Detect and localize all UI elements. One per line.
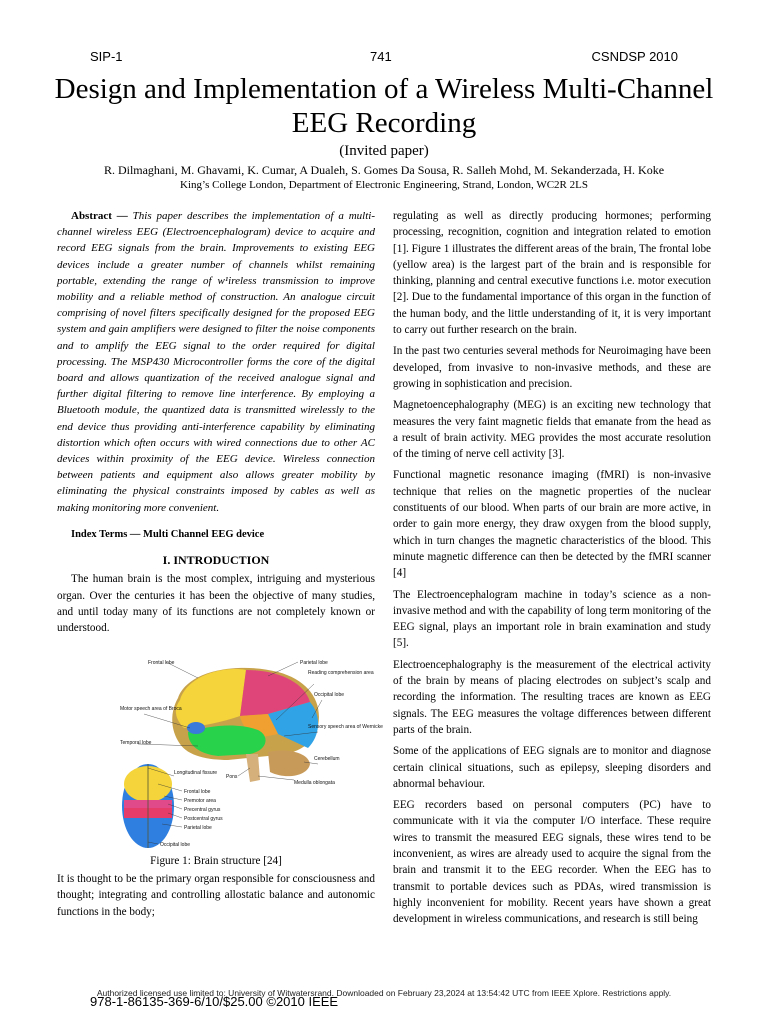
index-terms: Index Terms — Multi Channel EEG device: [71, 528, 265, 540]
license-notice: Authorized licensed use limited to: University of Witwatersrand. Downloaded on February 23,2024 at 13:54:42 UTC from IEEE Xplore. Restrictions apply.: [96, 988, 672, 998]
running-header-right: CSNDSP 2010: [591, 49, 678, 64]
right-paragraph-3: Magnetoencephalography (MEG) is an exciting new technology that measures the very faint magnetic fields that emanate from the head as a result of brain activity. MEG provides the most accurate resolution of the timing of nerve cell activity [3].: [393, 399, 711, 461]
label-occipital-lobe-top: Occipital lobe: [160, 842, 191, 848]
left-column: [57, 208, 375, 637]
abstract-label: Abstract —: [71, 210, 128, 222]
label-temporal-lobe: Temporal lobe: [120, 740, 152, 746]
label-precentral: Precentral gyrus: [184, 807, 221, 813]
affiliation: King’s College London, Department of Electronic Engineering, Strand, London, WC2R 2LS: [180, 179, 588, 191]
section-heading-introduction: I. INTRODUCTION: [162, 553, 270, 568]
label-parietal-lobe: Parietal lobe: [300, 660, 328, 666]
brain-structure-figure: [118, 656, 383, 853]
right-paragraph-8: EEG recorders based on personal computers (PC) have to communicate with it via the computer I/O interface. These require wires to transmit the measured EEG signals, these wires tend to be inconvenient, as wires are already used to acquire the signal from the brain and transmit it to the EEG recorder. When the EEG has to transmit to portable devices such as PDAs, wired transmission is highly inconvenient for mobility. Recent years have shown a great development in wireless communications, and research is still being: [393, 799, 711, 926]
label-sensory-speech: Sensory speech area of Wernicke: [308, 724, 383, 730]
label-premotor: Premotor area: [184, 798, 216, 804]
label-reading-area: Reading comprehension area: [308, 670, 374, 676]
page-number: 741: [370, 49, 392, 64]
right-paragraph-7: Some of the applications of EEG signals are to monitor and diagnose certain clinical situations, such as epilepsy, sleeping disorders and abnormal behaviour.: [393, 745, 711, 790]
right-paragraph-1: regulating as well as directly producing hormones; performing processing, recognition, cognition and integration related to emotion [1]. Figure 1 illustrates the different areas of the brain, The frontal lobe (yellow area) is the largest part of the brain and is responsible for thinking, planning and central executive functions i.e. motor execution [2]. Due to the fundamental importance of this organ in the function of the human body, and the little understanding of it, it is very important to carry out further research on the brain.: [393, 210, 711, 337]
label-frontal-lobe-top: Frontal lobe: [184, 789, 211, 795]
label-cerebellum: Cerebellum: [314, 756, 340, 762]
figure-caption: Figure 1: Brain structure [24]: [150, 855, 282, 867]
right-column: [393, 208, 711, 932]
right-paragraph-4: Functional magnetic resonance imaging (fMRI) is non-invasive technique that relies on the magnetic properties of the nuclear constituents of our blood. When parts of our brain are more active, in order to gain more energy, they draw oxygen from the blood supply, which in turn changes the magnetic characteristics of the blood. This minute magnetic difference can then be detected by the fMRI scanner [4]: [393, 469, 711, 580]
label-occipital-lobe: Occipital lobe: [314, 692, 345, 698]
label-postcentral: Postcentral gyrus: [184, 816, 223, 822]
abstract-text: This paper describes the implementation of a multi-channel wireless EEG (Electroencephalogram) device to acquire and record EEG signals from the brain. Improvements to existing EEG devices include a greater number of channels whilst remaining portable, extending the range of w¹ireless transmission to improve mobility and a reliable method of construction. An analogue circuit comprising of novel filters specifically designed for the proposed EEG system and gain amplifiers were designed to filter the noise components and to amplify the EEG signal to the order required for digital processing. The MSP430 Microcontroller forms the core of the digital board and allows quantization of the received analogue signal and further digital filtering to remove line interference. By employing a Bluetooth module, the quantized data is transmitted wirelessly to the end device thus providing anti-interference capability by eliminating distortion which often occurs with wired connections due to other AC devices within proximity of the EEG device. Wireless connection between patients and equipment also allows greater mobility by eliminating the physical constraints imposed by cables as well as making monitoring more convenient.: [57, 210, 375, 514]
author-list: R. Dilmaghani, M. Ghavami, K. Cumar, A Dualeh, S. Gomes Da Sousa, R. Salleh Mohd, M. Sekanderzada, H. Koke: [103, 163, 665, 177]
left-paragraph-after-figure: It is thought to be the primary organ responsible for consciousness and thought; integrating and controlling allostatic balance and autonomic functions in the body;: [57, 873, 375, 918]
label-parietal-lobe-top: Parietal lobe: [184, 825, 212, 831]
label-medulla: Medulla oblongata: [294, 780, 335, 786]
intro-paragraph-1: The human brain is the most complex, intriguing and mysterious organ. Over the centuries it has been the objective of many studies, and until today many of its functions are not completely known or understood.: [57, 573, 375, 635]
isbn-copyright: 978-1-86135-369-6/10/$25.00 ©2010 IEEE: [90, 994, 339, 1009]
right-paragraph-2: In the past two centuries several methods for Neuroimaging have been developed, from invasive to non-invasive methods, and these are growing in sophistication and precision.: [393, 345, 711, 390]
paper-title: Design and Implementation of a Wireless Multi-Channel EEG Recording: [54, 73, 714, 139]
abstract: [57, 208, 375, 516]
label-pons: Pons: [226, 774, 238, 780]
right-paragraph-6: Electroencephalography is the measurement of the electrical activity of the brain by means of placing electrodes on subject’s scalp and recording the information. The resulting traces are known as EEG signals. The EEG measures the voltage differences between different parts of the brain.: [393, 658, 711, 736]
right-paragraph-5: The Electroencephalogram machine in today’s science as a non-invasive method and with the capability of long term monitoring of the EEG signal, plays an important role in brain examination and study [5].: [393, 588, 711, 650]
label-frontal-lobe: Frontal lobe: [148, 660, 175, 666]
running-header-left: SIP-1: [90, 49, 123, 64]
label-longitudinal-fissure: Longitudinal fissure: [174, 770, 218, 776]
paper-subtitle: (Invited paper): [339, 143, 429, 159]
label-motor-speech: Motor speech area of Broca: [120, 706, 182, 712]
